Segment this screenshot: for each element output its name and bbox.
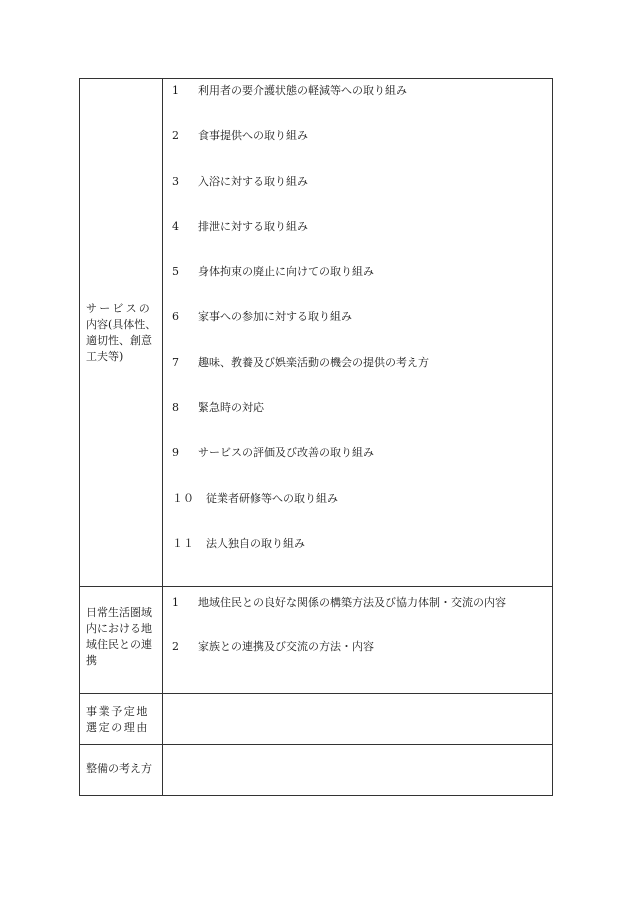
- item-text: 入浴に対する取り組み: [198, 174, 308, 188]
- site-label-line: 事業予定地: [86, 705, 149, 718]
- item-text: 食事提供への取り組み: [198, 129, 308, 143]
- community-item: [172, 639, 546, 683]
- item-number: 9: [172, 446, 179, 460]
- service-item: [172, 264, 546, 309]
- services-label-line: 工夫等): [86, 350, 124, 363]
- service-item: [172, 445, 546, 490]
- item-number: １０: [172, 491, 194, 505]
- item-number: 1: [172, 84, 179, 97]
- item-text: サービスの評価及び改善の取り組み: [198, 446, 374, 460]
- service-item: [172, 355, 546, 400]
- service-item: [172, 219, 546, 264]
- item-text: 家族との連携及び交流の方法・内容: [198, 640, 374, 653]
- community-label-line: 携: [86, 654, 97, 667]
- plan-label-line: 整備の考え方: [86, 762, 152, 775]
- item-number: 4: [172, 219, 179, 233]
- item-number: 2: [172, 640, 179, 653]
- community-item: [172, 595, 546, 639]
- item-number: 6: [172, 310, 179, 324]
- services-label-line: 適切性、創意: [86, 334, 152, 347]
- services-row: [80, 79, 552, 586]
- service-item: [172, 309, 546, 354]
- community-label-line: 内における地: [86, 622, 152, 635]
- item-text: 緊急時の対応: [198, 401, 264, 415]
- services-label-line: 内容(具体性、: [86, 318, 157, 331]
- development-plan-content[interactable]: [163, 745, 552, 795]
- services-label-line: サービスの: [86, 302, 152, 315]
- item-number: 8: [172, 401, 179, 415]
- item-text: 趣味、教養及び娯楽活動の機会の提供の考え方: [198, 355, 429, 369]
- item-number: 1: [172, 596, 179, 609]
- item-text: 従業者研修等への取り組み: [206, 491, 338, 505]
- item-text: 地域住民との良好な関係の構築方法及び協力体制・交流の内容: [198, 596, 506, 609]
- development-plan-row: [80, 744, 552, 795]
- services-label: [80, 79, 163, 586]
- service-item: [172, 174, 546, 219]
- item-number: 5: [172, 265, 179, 279]
- site-selection-row: [80, 693, 552, 744]
- item-text: 排泄に対する取り組み: [198, 219, 308, 233]
- service-item: [172, 536, 546, 581]
- item-text: 法人独自の取り組み: [206, 536, 305, 550]
- application-form-table: [79, 78, 553, 796]
- service-item: [172, 400, 546, 445]
- item-number: 7: [172, 355, 179, 369]
- item-text: 利用者の要介護状態の軽減等への取り組み: [198, 84, 407, 97]
- site-selection-label: [80, 694, 163, 744]
- item-number: 3: [172, 174, 179, 188]
- community-content[interactable]: [163, 587, 552, 693]
- item-number: １１: [172, 536, 194, 550]
- item-text: 家事への参加に対する取り組み: [198, 310, 352, 324]
- service-item: [172, 128, 546, 173]
- item-text: 身体拘束の廃止に向けての取り組み: [198, 265, 374, 279]
- community-label-line: 日常生活圏域: [86, 606, 152, 619]
- service-item: [172, 491, 546, 536]
- site-label-line: 選定の理由: [86, 721, 149, 734]
- community-row: [80, 586, 552, 693]
- item-number: 2: [172, 129, 179, 143]
- development-plan-label: [80, 745, 163, 795]
- community-label-line: 域住民との連: [86, 638, 152, 651]
- service-item: [172, 83, 546, 128]
- services-content[interactable]: [163, 79, 552, 586]
- community-label: [80, 587, 163, 693]
- site-selection-content[interactable]: [163, 694, 552, 744]
